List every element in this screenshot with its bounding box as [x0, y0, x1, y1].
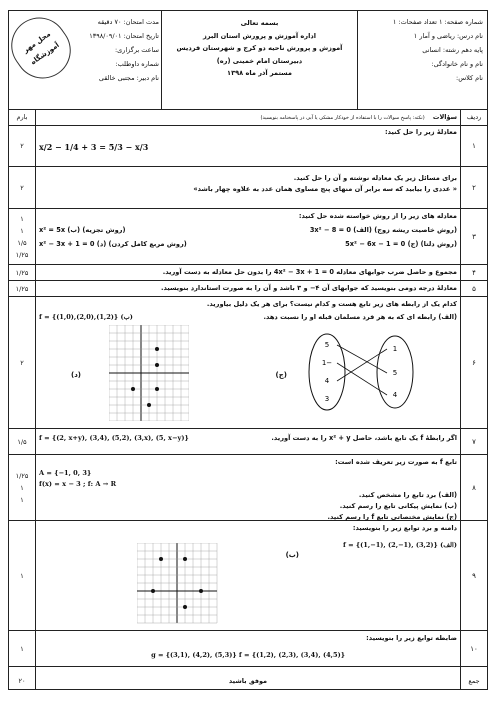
- plotted-point: [151, 589, 155, 593]
- total-score: ۲۰: [18, 677, 26, 685]
- part-b: f = {(1,0),(2,0),(1,2)} (ب): [39, 313, 133, 321]
- question-row: [9, 209, 487, 265]
- plotted-point: [155, 363, 159, 367]
- col-question-note: (نکته: پاسخ سوالات را با استفاده از خودکار مشکی یا آبی در پاسخنامه بنویسید): [260, 115, 425, 121]
- teacher-name: نام دبیر: مجتبی خالقی: [98, 74, 159, 82]
- plotted-point: [199, 589, 203, 593]
- question-score: ۲: [20, 183, 24, 192]
- exam-date: تاریخ امتحان: ۱۳۹۸/۰۹/۰۱: [89, 32, 159, 40]
- plotted-point: [147, 403, 151, 407]
- question-number: ۶: [472, 358, 476, 367]
- exam-session: مستمر آذر ماه ۱۳۹۸: [227, 69, 292, 77]
- question-equation: x/2 − 1/4 + 3 = 5/3 − x/3: [39, 142, 149, 152]
- part-b: (روش تجزیه) (ب) x² = 5x: [39, 226, 126, 234]
- question-score: ۱: [20, 644, 24, 653]
- question-number: ۴: [472, 268, 476, 277]
- question-number: ۲: [472, 183, 476, 192]
- part-b-label: (ب): [285, 551, 299, 559]
- question-row: [9, 125, 487, 167]
- question-score: ۱/۵: [17, 437, 27, 446]
- question-equation: f = {(2, x+y), (3,4), (5,2), (3,x), (5, x−y)}: [39, 434, 189, 442]
- course-name: نام درس: ریاضی و آمار ۱: [413, 32, 483, 40]
- question-score: ۲: [20, 141, 24, 150]
- org-line-2: آموزش و پرورش ناحیه دو کرج و شهرستان فردیس: [176, 44, 343, 52]
- question-number: ۵: [472, 284, 476, 293]
- domain-value: 5: [392, 369, 398, 377]
- question-body: « عددی را بیابید که سه برابر آن منهای پنج مساوی همان عدد به علاوه چهار باشد»: [193, 185, 457, 193]
- col-question-heading: سؤالات (نکته: پاسخ سوالات را با استفاده از خودکار مشکی یا آبی در پاسخنامه بنویسید): [260, 113, 457, 121]
- question-title: اگر رابطهٔ f یک تابع باشد، حاصل x² + y را به دست آورید.: [271, 434, 457, 442]
- question-number: ۸: [472, 483, 476, 492]
- part-b: (ب) نمایش پیکانی تابع را رسم کنید.: [339, 502, 457, 510]
- range-value: 3: [324, 395, 330, 403]
- question-row: [9, 521, 487, 631]
- question-title: دامنه و برد توابع زیر را بنویسید:: [352, 524, 457, 532]
- basmala: بسمه تعالی: [240, 19, 279, 27]
- range-value: −1: [321, 359, 333, 367]
- coordinate-grid: [137, 543, 223, 627]
- question-title: معادله های زیر را از روش خواسته شده حل کنید:: [298, 212, 457, 220]
- question-row: [9, 631, 487, 667]
- question-number: ۷: [472, 437, 476, 446]
- question-number: ۳: [472, 232, 476, 241]
- org-line-1: اداره آموزش و پرورش استان البرز: [203, 31, 316, 40]
- question-row: [9, 167, 487, 209]
- question-row: [9, 429, 487, 455]
- question-score: ۱/۲۵ ۱ ۱: [15, 471, 29, 504]
- question-number: ۱۰: [470, 644, 478, 653]
- question-score: ۲: [20, 358, 24, 367]
- domain-value: 4: [392, 391, 398, 399]
- school-name: دبیرستان امام خمینی (ره): [216, 56, 303, 65]
- column-headings: [9, 109, 487, 126]
- exam-duration: مدت امتحان: ۷۰ دقیقه: [97, 18, 159, 26]
- question-score: ۱/۲۵: [15, 284, 29, 293]
- plotted-point: [159, 557, 163, 561]
- part-c-label: (ج): [275, 371, 287, 379]
- part-d-label: (د): [71, 371, 81, 379]
- question-title: کدام یک از رابطه های زیر تابع هست و کدام نیست؟ برای هر یک دلیل بیاورید.: [206, 300, 457, 308]
- student-name-field: نام و نام خانوادگی:: [431, 60, 483, 68]
- part-a: (روش خاصیت ریشه زوج) (الف) 3x² − 8 = 0: [309, 226, 457, 234]
- exam-info: [9, 11, 163, 109]
- exam-page: [8, 10, 488, 690]
- part-c: (ج) نمایش مختصاتی تابع f را رسم کنید.: [327, 513, 457, 521]
- plotted-point: [183, 605, 187, 609]
- question-title: معادلهٔ زیر را حل کنید:: [384, 128, 457, 136]
- school-info: [161, 11, 357, 109]
- arrow-diagram: [297, 329, 427, 415]
- good-luck: موفق باشید: [228, 677, 268, 685]
- part-d: (روش مربع کامل کردن) (د) x² − 3x + 1 = 0: [39, 240, 187, 248]
- function-domain: A = {−1, 0, 3}: [39, 469, 92, 477]
- part-a: (الف) برد تابع را مشخص کنید.: [358, 491, 457, 499]
- question-score: ۱/۲۵: [15, 268, 29, 277]
- plotted-point: [131, 387, 135, 391]
- plotted-point: [155, 387, 159, 391]
- question-row: [9, 455, 487, 521]
- student-info: [357, 11, 487, 109]
- exam-header: [9, 11, 487, 110]
- question-row: [9, 281, 487, 297]
- total-label: جمع: [468, 677, 480, 685]
- exam-time: ساعت برگزاری:: [114, 46, 159, 54]
- school-seal: محل مهر آموزشگاه: [0, 7, 81, 90]
- question-score: ۱ ۱ ۱/۵ ۱/۲۵: [15, 214, 29, 259]
- function-rule: f(x) = x − 3 ; f: A → R: [39, 480, 117, 488]
- question-title: ضابطه توابع زیر را بنویسید:: [366, 634, 457, 642]
- question-title: برای مسائل زیر یک معادله نوشته و آن را حل کنید.: [293, 174, 457, 182]
- plotted-point: [183, 557, 187, 561]
- class-field: نام کلاس:: [456, 74, 483, 82]
- question-title: تابع f به صورت زیر تعریف شده است:: [335, 458, 457, 466]
- coordinate-grid: [109, 325, 189, 421]
- question-title: معادلهٔ درجه دومی بنویسید که جوابهای آن ۴− و ۳ باشد و آن را به صورت استاندارد بنویسید.: [160, 284, 457, 292]
- question-title: مجموع و حاصل ضرب جوابهای معادله 4x² − 3x + 1 = 0 را بدون حل معادله به دست آورید.: [162, 268, 457, 276]
- domain-value: 1: [392, 345, 398, 353]
- plotted-point: [155, 347, 159, 351]
- col-row-heading: ردیف: [460, 109, 487, 125]
- part-c: (روش دلتا) (ج) 5x² − 6x − 1 = 0: [345, 240, 457, 248]
- question-number: ۱: [472, 141, 476, 150]
- page-number: شماره صفحه: ۱ تعداد صفحات: ۱: [392, 18, 483, 26]
- col-score-heading: بارم: [9, 109, 36, 125]
- question-number: ۹: [472, 571, 476, 580]
- range-value: 4: [324, 377, 330, 385]
- question-row: [9, 297, 487, 429]
- question-row: [9, 265, 487, 281]
- part-a: (الف) رابطه ای که به هر فرد مسلمان قبله او را نسبت دهد.: [263, 313, 457, 321]
- part-a: f = {(1,−1), (2,−1), (3,2)} (الف): [342, 541, 457, 549]
- question-score: ۱: [20, 571, 24, 580]
- grade-field: پایه دهم رشته: انسانی: [422, 46, 483, 54]
- range-value: 5: [324, 341, 330, 349]
- question-equation: g = {(3,1), (4,2), (5,3)} f = {(1,2), (2,3), (3,4), (4,5)}: [151, 651, 345, 659]
- exam-footer: [9, 677, 487, 689]
- candidate-number: شماره داوطلب:: [115, 60, 159, 68]
